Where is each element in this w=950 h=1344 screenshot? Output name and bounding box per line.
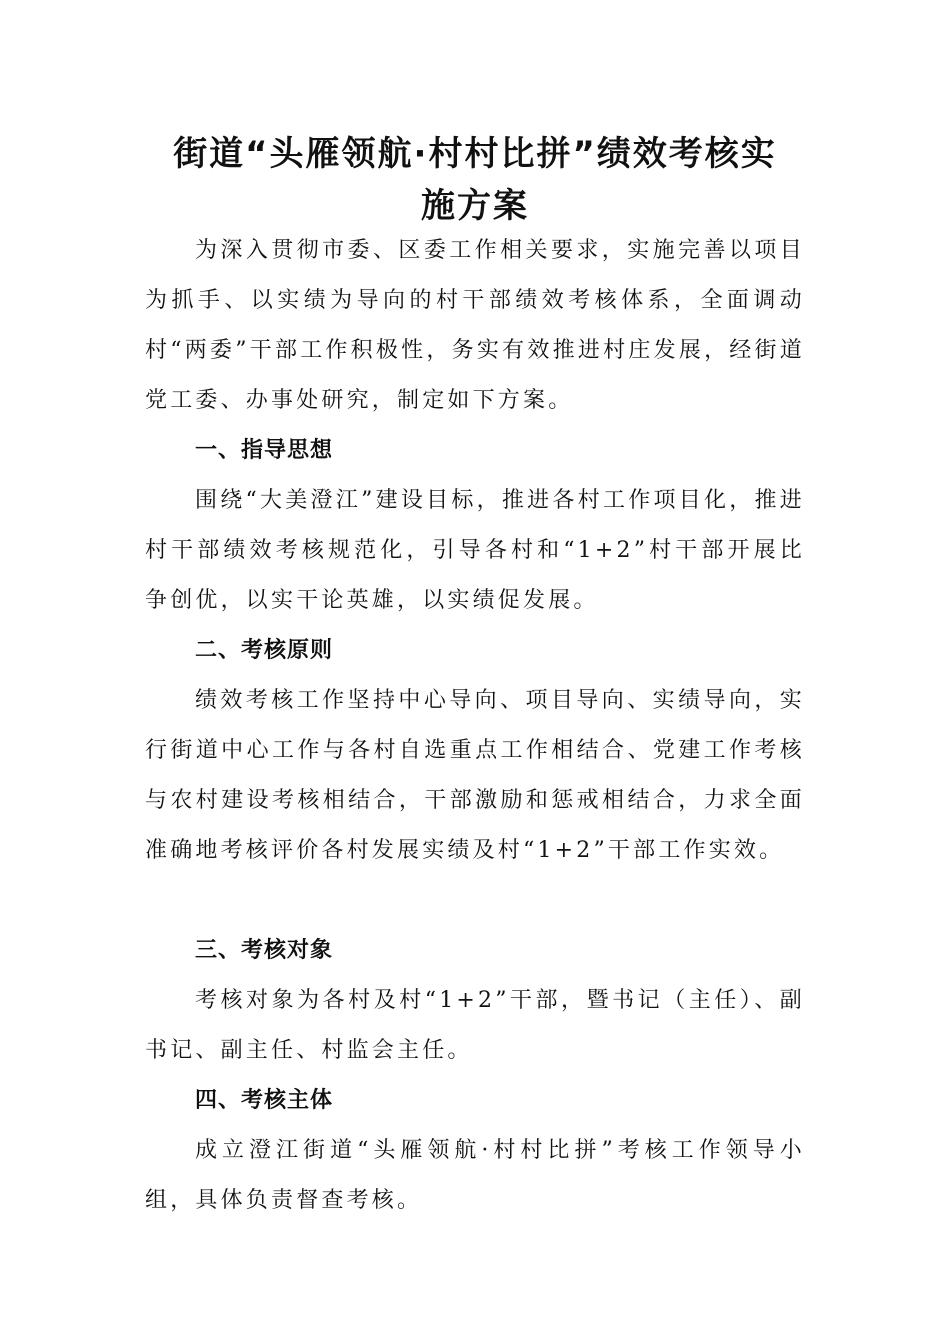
section-text-targets: 考核对象为各村及村“1+2”干部，暨书记（主任）、副书记、副主任、村监会主任。 [145, 988, 805, 1063]
section-text-principles: 绩效考核工作坚持中心导向、项目导向、实绩导向，实行街道中心工作与各村自选重点工作相结合、党建工作考核与农村建设考核相结合，干部激励和惩戒相结合，力求全面准确地考核评价各村发展实绩及村“1+2”干部工作实效。 [145, 688, 805, 863]
section-heading-guiding-thought: 一、指导思想 [195, 438, 334, 463]
section-heading-principles: 二、考核原则 [195, 638, 334, 663]
section-heading-targets: 三、考核对象 [195, 938, 334, 963]
intro-paragraph: 为深入贯彻市委、区委工作相关要求，实施完善以项目为抓手、以实绩为导向的村干部绩效考核体系，全面调动村“两委”干部工作积极性，务实有效推进村庄发展，经街道党工委、办事处研究，制定如下方案。 [145, 238, 805, 413]
section-heading-subject: 四、考核主体 [195, 1088, 334, 1113]
section-text-subject: 成立澄江街道“头雁领航·村村比拼”考核工作领导小组，具体负责督查考核。 [145, 1138, 805, 1213]
document-title-line-1: 街道“头雁领航·村村比拼”绩效考核实 [173, 134, 777, 174]
document-title-line-2: 施方案 [421, 186, 529, 226]
section-text-guiding-thought: 围绕“大美澄江”建设目标，推进各村工作项目化，推进村干部绩效考核规范化，引导各村和“1+2”村干部开展比争创优，以实干论英雄，以实绩促发展。 [145, 488, 805, 613]
